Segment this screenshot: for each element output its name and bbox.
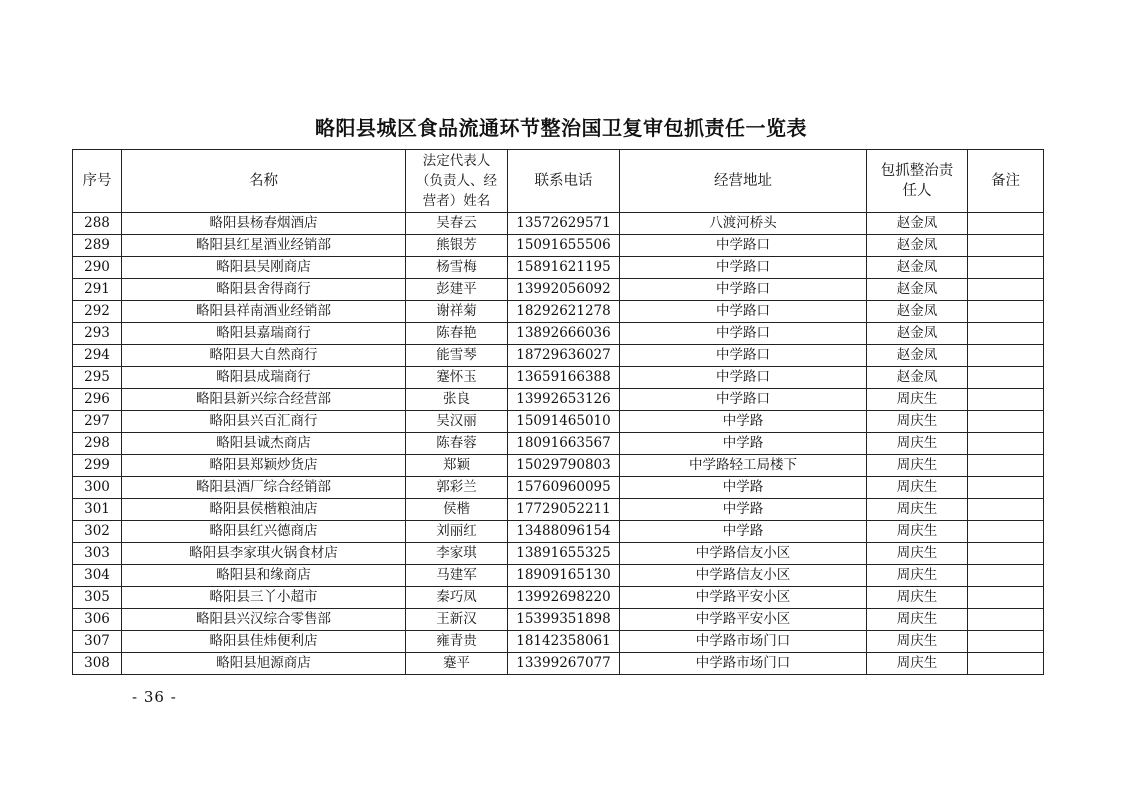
cell-index: 296 bbox=[73, 389, 122, 411]
cell-note bbox=[968, 433, 1044, 455]
cell-address: 中学路 bbox=[620, 411, 867, 433]
cell-note bbox=[968, 213, 1044, 235]
cell-phone: 13399267077 bbox=[508, 653, 620, 675]
cell-address: 中学路市场门口 bbox=[620, 631, 867, 653]
cell-responsible: 周庆生 bbox=[867, 609, 968, 631]
cell-index: 291 bbox=[73, 279, 122, 301]
cell-phone: 13891655325 bbox=[508, 543, 620, 565]
cell-name: 略阳县红星酒业经销部 bbox=[122, 235, 406, 257]
cell-representative: 郑颖 bbox=[406, 455, 508, 477]
table-row bbox=[73, 301, 1044, 323]
cell-note bbox=[968, 367, 1044, 389]
header-representative-line: 法定代表人 bbox=[422, 153, 491, 169]
cell-address: 中学路口 bbox=[620, 389, 867, 411]
cell-representative: 侯楷 bbox=[406, 499, 508, 521]
table-header-row bbox=[73, 150, 1044, 213]
cell-representative: 李家琪 bbox=[406, 543, 508, 565]
cell-representative: 彭建平 bbox=[406, 279, 508, 301]
cell-phone: 15891621195 bbox=[508, 257, 620, 279]
cell-responsible: 周庆生 bbox=[867, 521, 968, 543]
cell-responsible: 赵金凤 bbox=[867, 323, 968, 345]
cell-note bbox=[968, 565, 1044, 587]
cell-index: 308 bbox=[73, 653, 122, 675]
cell-representative: 蹇怀玉 bbox=[406, 367, 508, 389]
header-representative-line: 营者）姓名 bbox=[422, 193, 491, 209]
cell-index: 294 bbox=[73, 345, 122, 367]
cell-index: 305 bbox=[73, 587, 122, 609]
cell-address: 中学路 bbox=[620, 433, 867, 455]
cell-responsible: 周庆生 bbox=[867, 565, 968, 587]
cell-phone: 15091655506 bbox=[508, 235, 620, 257]
cell-responsible: 周庆生 bbox=[867, 433, 968, 455]
cell-index: 302 bbox=[73, 521, 122, 543]
table-row bbox=[73, 499, 1044, 521]
cell-address: 中学路信友小区 bbox=[620, 543, 867, 565]
table-row bbox=[73, 433, 1044, 455]
cell-phone: 18292621278 bbox=[508, 301, 620, 323]
table-row bbox=[73, 257, 1044, 279]
cell-address: 中学路口 bbox=[620, 279, 867, 301]
cell-phone: 13892666036 bbox=[508, 323, 620, 345]
cell-index: 288 bbox=[73, 213, 122, 235]
header-index: 序号 bbox=[73, 150, 122, 213]
header-representative bbox=[406, 150, 508, 213]
cell-index: 289 bbox=[73, 235, 122, 257]
header-address: 经营地址 bbox=[620, 150, 867, 213]
cell-responsible: 周庆生 bbox=[867, 587, 968, 609]
cell-index: 298 bbox=[73, 433, 122, 455]
cell-address: 中学路口 bbox=[620, 235, 867, 257]
header-responsible-line: 包抓整治责 bbox=[880, 163, 954, 179]
cell-representative: 杨雪梅 bbox=[406, 257, 508, 279]
cell-index: 301 bbox=[73, 499, 122, 521]
cell-address: 中学路信友小区 bbox=[620, 565, 867, 587]
cell-address: 中学路 bbox=[620, 521, 867, 543]
cell-phone: 15029790803 bbox=[508, 455, 620, 477]
table-row bbox=[73, 477, 1044, 499]
cell-responsible: 赵金凤 bbox=[867, 213, 968, 235]
cell-responsible: 周庆生 bbox=[867, 389, 968, 411]
cell-phone: 13572629571 bbox=[508, 213, 620, 235]
cell-phone: 18729636027 bbox=[508, 345, 620, 367]
cell-responsible: 赵金凤 bbox=[867, 367, 968, 389]
table-row bbox=[73, 543, 1044, 565]
cell-index: 292 bbox=[73, 301, 122, 323]
cell-name: 略阳县红兴德商店 bbox=[122, 521, 406, 543]
cell-index: 306 bbox=[73, 609, 122, 631]
cell-representative: 马建军 bbox=[406, 565, 508, 587]
cell-name: 略阳县侯楷粮油店 bbox=[122, 499, 406, 521]
header-responsible-line: 任人 bbox=[902, 183, 932, 199]
cell-address: 中学路轻工局楼下 bbox=[620, 455, 867, 477]
cell-responsible: 赵金凤 bbox=[867, 345, 968, 367]
cell-address: 中学路口 bbox=[620, 367, 867, 389]
cell-note bbox=[968, 345, 1044, 367]
cell-responsible: 周庆生 bbox=[867, 631, 968, 653]
cell-representative: 蹇平 bbox=[406, 653, 508, 675]
cell-responsible: 周庆生 bbox=[867, 411, 968, 433]
cell-name: 略阳县佳炜便利店 bbox=[122, 631, 406, 653]
cell-index: 295 bbox=[73, 367, 122, 389]
table-row bbox=[73, 235, 1044, 257]
cell-phone: 18091663567 bbox=[508, 433, 620, 455]
cell-name: 略阳县旭源商店 bbox=[122, 653, 406, 675]
cell-representative: 张良 bbox=[406, 389, 508, 411]
header-name: 名称 bbox=[122, 150, 406, 213]
cell-name: 略阳县成瑞商行 bbox=[122, 367, 406, 389]
cell-note bbox=[968, 301, 1044, 323]
cell-address: 中学路口 bbox=[620, 323, 867, 345]
cell-representative: 陈春艳 bbox=[406, 323, 508, 345]
cell-representative: 陈春蓉 bbox=[406, 433, 508, 455]
table-row bbox=[73, 411, 1044, 433]
cell-responsible: 周庆生 bbox=[867, 455, 968, 477]
cell-representative: 吴汉丽 bbox=[406, 411, 508, 433]
cell-name: 略阳县嘉瑞商行 bbox=[122, 323, 406, 345]
responsibility-table bbox=[72, 149, 1044, 675]
cell-phone: 18909165130 bbox=[508, 565, 620, 587]
cell-representative: 秦巧凤 bbox=[406, 587, 508, 609]
table-row bbox=[73, 609, 1044, 631]
cell-phone: 15091465010 bbox=[508, 411, 620, 433]
cell-note bbox=[968, 499, 1044, 521]
table-row bbox=[73, 345, 1044, 367]
cell-index: 299 bbox=[73, 455, 122, 477]
cell-representative: 刘丽红 bbox=[406, 521, 508, 543]
table-row bbox=[73, 323, 1044, 345]
cell-note bbox=[968, 411, 1044, 433]
cell-address: 中学路 bbox=[620, 499, 867, 521]
cell-responsible: 赵金凤 bbox=[867, 235, 968, 257]
table-row bbox=[73, 367, 1044, 389]
cell-address: 中学路口 bbox=[620, 257, 867, 279]
cell-representative: 吴春云 bbox=[406, 213, 508, 235]
cell-representative: 谢祥菊 bbox=[406, 301, 508, 323]
cell-representative: 雍青贵 bbox=[406, 631, 508, 653]
cell-phone: 13992056092 bbox=[508, 279, 620, 301]
table-row bbox=[73, 565, 1044, 587]
table-row bbox=[73, 653, 1044, 675]
table-row bbox=[73, 631, 1044, 653]
table-row bbox=[73, 389, 1044, 411]
page-number: - 36 - bbox=[132, 688, 177, 706]
cell-name: 略阳县杨春烟酒店 bbox=[122, 213, 406, 235]
cell-responsible: 周庆生 bbox=[867, 653, 968, 675]
cell-note bbox=[968, 521, 1044, 543]
cell-responsible: 赵金凤 bbox=[867, 279, 968, 301]
cell-name: 略阳县舍得商行 bbox=[122, 279, 406, 301]
cell-index: 307 bbox=[73, 631, 122, 653]
header-phone: 联系电话 bbox=[508, 150, 620, 213]
table-row bbox=[73, 587, 1044, 609]
cell-name: 略阳县李家琪火锅食材店 bbox=[122, 543, 406, 565]
cell-note bbox=[968, 389, 1044, 411]
cell-phone: 15760960095 bbox=[508, 477, 620, 499]
cell-address: 中学路平安小区 bbox=[620, 587, 867, 609]
document-title: 略阳县城区食品流通环节整治国卫复审包抓责任一览表 bbox=[315, 116, 807, 140]
cell-name: 略阳县三丫小超市 bbox=[122, 587, 406, 609]
cell-responsible: 周庆生 bbox=[867, 477, 968, 499]
cell-note bbox=[968, 235, 1044, 257]
cell-index: 293 bbox=[73, 323, 122, 345]
cell-phone: 17729052211 bbox=[508, 499, 620, 521]
cell-representative: 能雪琴 bbox=[406, 345, 508, 367]
cell-address: 中学路口 bbox=[620, 301, 867, 323]
cell-note bbox=[968, 653, 1044, 675]
cell-phone: 15399351898 bbox=[508, 609, 620, 631]
cell-name: 略阳县新兴综合经营部 bbox=[122, 389, 406, 411]
cell-responsible: 周庆生 bbox=[867, 543, 968, 565]
cell-index: 304 bbox=[73, 565, 122, 587]
cell-name: 略阳县兴汉综合零售部 bbox=[122, 609, 406, 631]
cell-phone: 13992698220 bbox=[508, 587, 620, 609]
cell-address: 中学路 bbox=[620, 477, 867, 499]
cell-note bbox=[968, 279, 1044, 301]
cell-note bbox=[968, 543, 1044, 565]
cell-note bbox=[968, 257, 1044, 279]
cell-phone: 13659166388 bbox=[508, 367, 620, 389]
cell-note bbox=[968, 477, 1044, 499]
cell-representative: 王新汉 bbox=[406, 609, 508, 631]
cell-index: 303 bbox=[73, 543, 122, 565]
cell-note bbox=[968, 587, 1044, 609]
cell-name: 略阳县吴刚商店 bbox=[122, 257, 406, 279]
cell-address: 中学路市场门口 bbox=[620, 653, 867, 675]
header-note: 备注 bbox=[968, 150, 1044, 213]
cell-note bbox=[968, 631, 1044, 653]
cell-address: 中学路口 bbox=[620, 345, 867, 367]
header-responsible bbox=[867, 150, 968, 213]
cell-note bbox=[968, 609, 1044, 631]
cell-index: 290 bbox=[73, 257, 122, 279]
table-row bbox=[73, 455, 1044, 477]
cell-responsible: 周庆生 bbox=[867, 499, 968, 521]
cell-representative: 郭彩兰 bbox=[406, 477, 508, 499]
cell-responsible: 赵金凤 bbox=[867, 301, 968, 323]
cell-name: 略阳县诚杰商店 bbox=[122, 433, 406, 455]
table-row bbox=[73, 213, 1044, 235]
cell-address: 中学路平安小区 bbox=[620, 609, 867, 631]
cell-note bbox=[968, 323, 1044, 345]
cell-address: 八渡河桥头 bbox=[620, 213, 867, 235]
cell-phone: 13992653126 bbox=[508, 389, 620, 411]
cell-name: 略阳县和缘商店 bbox=[122, 565, 406, 587]
cell-phone: 13488096154 bbox=[508, 521, 620, 543]
cell-name: 略阳县兴百汇商行 bbox=[122, 411, 406, 433]
header-representative-line: （负责人、经 bbox=[416, 173, 497, 189]
cell-index: 300 bbox=[73, 477, 122, 499]
cell-name: 略阳县祥南酒业经销部 bbox=[122, 301, 406, 323]
cell-name: 略阳县酒厂综合经销部 bbox=[122, 477, 406, 499]
cell-phone: 18142358061 bbox=[508, 631, 620, 653]
table-row bbox=[73, 279, 1044, 301]
cell-note bbox=[968, 455, 1044, 477]
table-row bbox=[73, 521, 1044, 543]
cell-responsible: 赵金凤 bbox=[867, 257, 968, 279]
cell-name: 略阳县郑颖炒货店 bbox=[122, 455, 406, 477]
cell-representative: 熊银芳 bbox=[406, 235, 508, 257]
cell-name: 略阳县大自然商行 bbox=[122, 345, 406, 367]
table-body bbox=[73, 213, 1044, 675]
cell-index: 297 bbox=[73, 411, 122, 433]
